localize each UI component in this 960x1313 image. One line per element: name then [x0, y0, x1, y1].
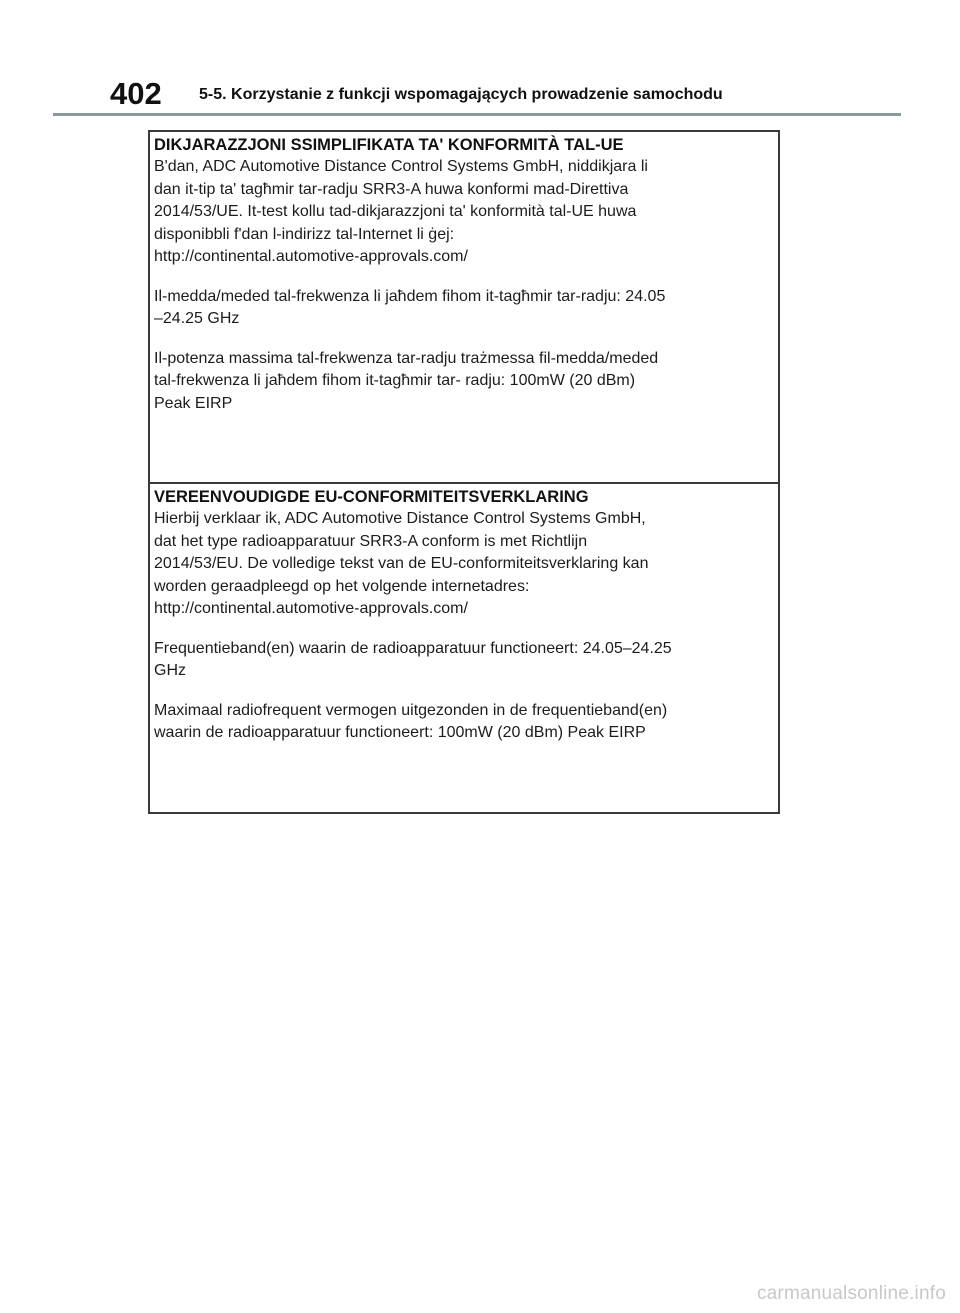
- declaration-paragraph: [154, 508, 774, 621]
- text-line: Il-medda/meded tal-frekwenza li jaħdem fihom it-tagħmir tar-radju: 24.05: [154, 287, 666, 305]
- declaration-title: VEREENVOUDIGDE EU-CONFORMITEITSVERKLARING: [154, 488, 589, 506]
- text-line: worden geraadpleegd op het volgende internetadres:: [154, 577, 530, 595]
- text-line: dan it-tip ta' tagħmir tar-radju SRR3-A huwa konformi mad-Direttiva: [154, 180, 629, 198]
- text-line: 2014/53/UE. It-test kollu tad-dikjarazzjoni ta' konformità tal-UE huwa: [154, 203, 637, 220]
- url-text: http://continental.automotive-approvals.com/: [154, 600, 468, 617]
- declaration-paragraph: [154, 348, 774, 416]
- declaration-dutch: [150, 484, 778, 814]
- declaration-maltese: [150, 132, 778, 484]
- text-line: tal-frekwenza li jaħdem fihom it-tagħmir tar- radju: 100mW (20 dBm): [154, 372, 636, 389]
- watermark: carmanualsonline.info: [756, 1283, 946, 1304]
- declaration-paragraph: [154, 700, 774, 745]
- text-line: 2014/53/EU. De volledige tekst van de EU-conformiteitsverklaring kan: [154, 555, 649, 572]
- declaration-box: [148, 130, 780, 814]
- text-line: dat het type radioapparatuur SRR3-A conform is met Richtlijn: [154, 532, 588, 550]
- declaration-paragraph: [154, 638, 774, 683]
- header-divider: [53, 113, 901, 116]
- text-line: Il-potenza massima tal-frekwenza tar-radju trażmessa fil-medda/meded: [154, 349, 659, 367]
- text-line: Hierbij verklaar ik, ADC Automotive Distance Control Systems GmbH,: [154, 510, 646, 527]
- declaration-title: DIKJARAZZJONI SSIMPLIFIKATA TA' KONFORMITÀ TAL-UE: [154, 136, 624, 154]
- text-line: –24.25 GHz: [154, 310, 240, 327]
- declaration-paragraph: [154, 286, 774, 331]
- text-line: Peak EIRP: [154, 394, 233, 412]
- text-line: waarin de radioapparatuur functioneert: 100mW (20 dBm) Peak EIRP: [154, 724, 646, 741]
- section-title: 5-5. Korzystanie z funkcji wspomagających prowadzenie samochodu: [199, 86, 723, 103]
- text-line: GHz: [154, 662, 186, 679]
- text-line: Maximaal radiofrequent vermogen uitgezonden in de frequentieband(en): [154, 701, 668, 719]
- url-text: http://continental.automotive-approvals.com/: [154, 248, 468, 265]
- text-line: Frequentieband(en) waarin de radioapparatuur functioneert: 24.05–24.25: [154, 639, 672, 657]
- page-header: [0, 0, 960, 120]
- text-line: B'dan, ADC Automotive Distance Control Systems GmbH, niddikjara li: [154, 158, 648, 175]
- text-line: disponibbli f'dan l-indirizz tal-Internet li ġej:: [154, 225, 455, 243]
- page-number: 402: [110, 76, 162, 111]
- declaration-paragraph: [154, 156, 774, 269]
